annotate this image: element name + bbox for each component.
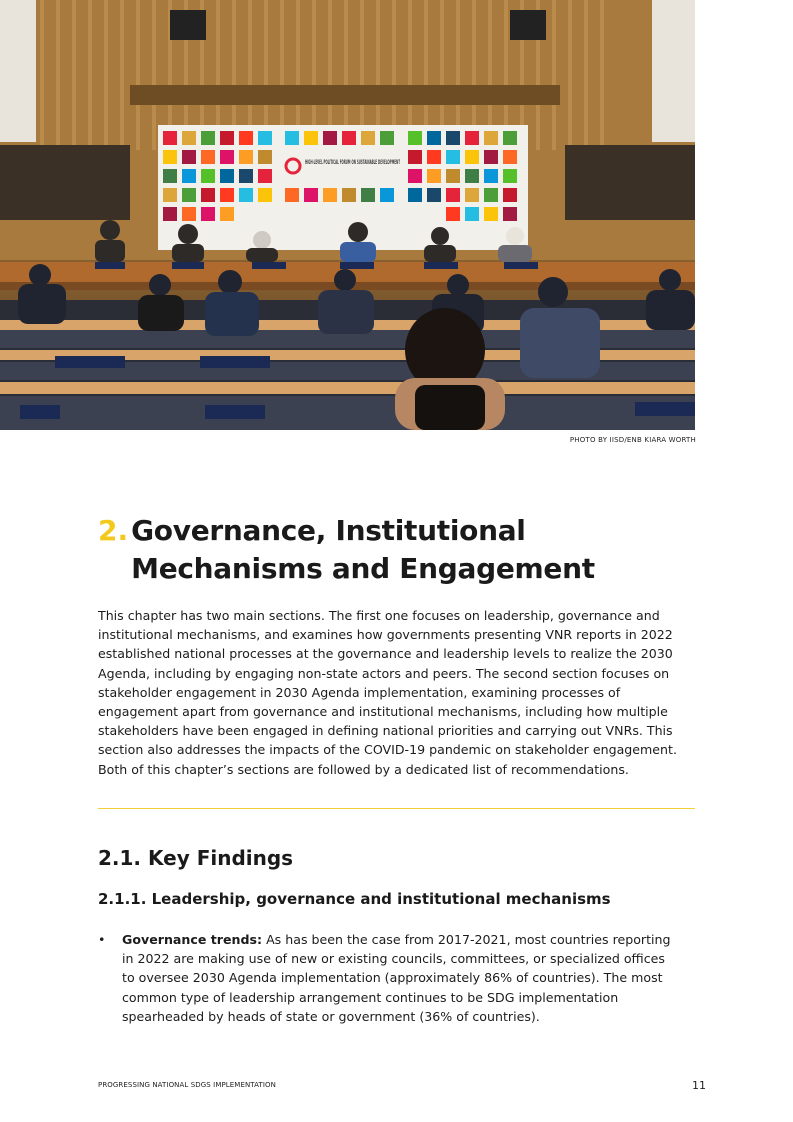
conference-room-illustration (0, 0, 695, 430)
subsection-heading: 2.1.1. Leadership, governance and institutional mechanisms (98, 890, 611, 908)
chapter-intro: This chapter has two main sections. The first one focuses on leadership, governance and institutional mechanisms, and examines how governments presenting VNR reports in 2022 established national processes at the governance and leadership levels to realize the 2030 Agenda, including by engaging non-state actors and peers. The second section focuses on stakeholder engagement in 2030 Agenda implementation, examining processes of engagement apart from governance and institutional mechanisms, including how multiple stakeholders have been engaged in defining national priorities and carrying out VNRs. This section also addresses the impacts of the COVID-19 pandemic on stakeholder engagement. Both of this chapter’s sections are followed by a dedicated list of recommendations. (98, 608, 677, 777)
findings-list (98, 930, 678, 1026)
backdrop-text: HIGH-LEVEL POLITICAL FORUM ON SUSTAINABLE DEVELOPMENT (305, 159, 401, 166)
chapter-title: Governance, Institutional Mechanisms and Engagement (131, 514, 595, 585)
page-number: 11 (692, 1079, 706, 1092)
section-heading: 2.1. Key Findings (98, 846, 294, 870)
list-item (98, 930, 678, 1026)
chapter-number: 2. (98, 514, 129, 547)
photo-credit: PHOTO BY IISD/ENB KIARA WORTH (569, 436, 696, 444)
chapter-heading (98, 512, 698, 588)
bullet-marker: • (98, 932, 106, 947)
bullet-text: As has been the case from 2017-2021, most countries reporting in 2022 are making use of new or existing councils, committees, or specialized offices to oversee 2030 Agenda implementation (approximately 86% of countries). The most common type of leadership arrangement continues to be SDG implementation spearheaded by heads of state or government (36% of countries). (122, 932, 671, 1024)
section-divider (98, 808, 695, 809)
header-photo (0, 0, 695, 430)
running-footer: PROGRESSING NATIONAL SDGS IMPLEMENTATION (98, 1081, 276, 1089)
bullet-lead: Governance trends: (122, 932, 263, 947)
